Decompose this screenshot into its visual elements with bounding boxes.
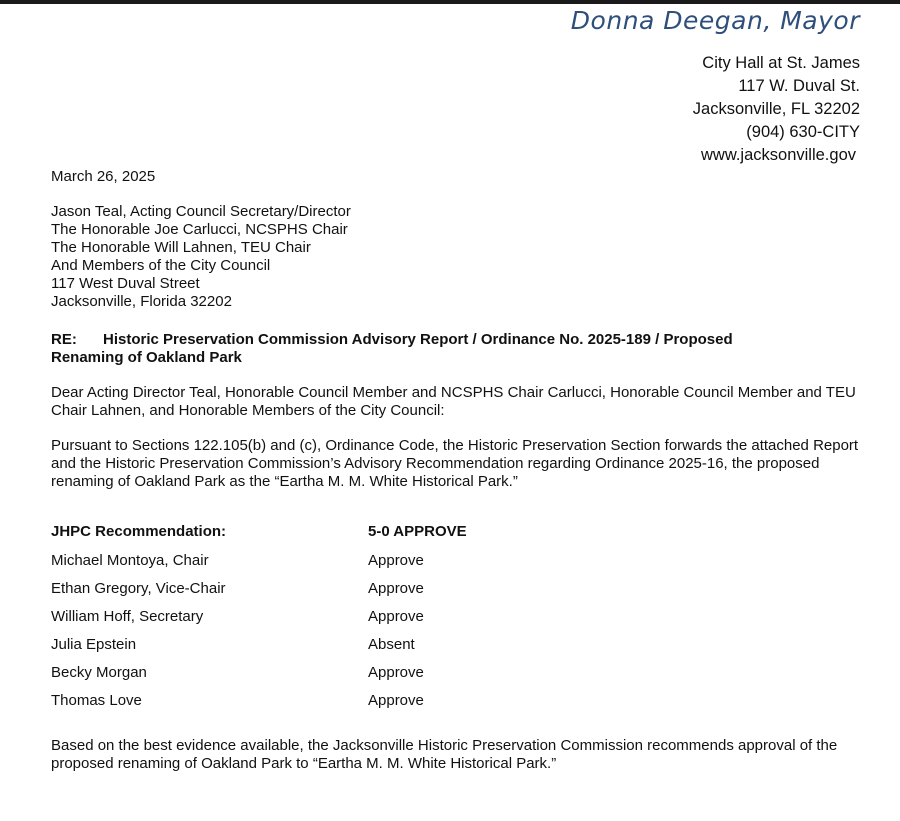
- table-row: [51, 659, 863, 687]
- commissioner-name: William Hoff, Secretary: [51, 608, 204, 625]
- commissioner-vote: Approve: [368, 664, 424, 681]
- website-link[interactable]: www.jacksonville.gov: [701, 146, 856, 164]
- salutation: Dear Acting Director Teal, Honorable Council Member and NCSPHS Chair Carlucci, Honorable Council Member and TEU Chair Lahnen, and Honorable Members of the City Council:: [51, 384, 856, 419]
- subject-label: RE:: [51, 331, 77, 348]
- recipient-line: 117 West Duval Street: [51, 275, 200, 292]
- commissioner-vote: Approve: [368, 580, 424, 597]
- address-line: City Hall at St. James: [702, 54, 860, 72]
- paragraph-intro: Pursuant to Sections 122.105(b) and (c), Ordinance Code, the Historic Preservation Section forwards the attached Report and the Historic Preservation Commission’s Advisory Recommendation regarding Ordinance 2025-16, the proposed renaming of Oakland Park as the “Eartha M. M. White Historical Park.”: [51, 437, 859, 490]
- letter-date: March 26, 2025: [51, 168, 156, 185]
- vote-table-header: [51, 517, 863, 547]
- table-row: [51, 687, 863, 715]
- recommendation-result: 5-0 APPROVE: [368, 523, 467, 540]
- recipient-line: The Honorable Joe Carlucci, NCSPHS Chair: [51, 221, 348, 238]
- commissioner-vote: Approve: [368, 692, 424, 709]
- letter-body: [51, 168, 863, 773]
- recipient-line: And Members of the City Council: [51, 257, 271, 274]
- address-line: Jacksonville, FL 32202: [692, 100, 860, 118]
- commissioner-name: Ethan Gregory, Vice-Chair: [51, 580, 226, 597]
- address-line: (904) 630-CITY: [746, 123, 860, 141]
- commissioner-vote: Absent: [368, 636, 415, 653]
- table-row: [51, 547, 863, 575]
- subject-text: Historic Preservation Commission Advisory Report / Ordinance No. 2025-189 / Proposed: [103, 331, 733, 348]
- recipient-line: Jason Teal, Acting Council Secretary/Director: [51, 203, 351, 220]
- table-row: [51, 575, 863, 603]
- commissioner-vote: Approve: [368, 608, 424, 625]
- letterhead-address: [693, 52, 860, 167]
- commissioner-name: Thomas Love: [51, 692, 142, 709]
- paragraph-closing: Based on the best evidence available, the Jacksonville Historic Preservation Commission recommends approval of the proposed renaming of Oakland Park to “Eartha M. M. White Historical Park.”: [51, 737, 838, 772]
- commissioner-vote: Approve: [368, 552, 424, 569]
- commissioner-name: Becky Morgan: [51, 664, 147, 681]
- vote-table: [51, 517, 863, 715]
- recipient-line: The Honorable Will Lahnen, TEU Chair: [51, 239, 311, 256]
- commissioner-name: Julia Epstein: [51, 636, 137, 653]
- commissioner-name: Michael Montoya, Chair: [51, 552, 209, 569]
- recommendation-label: JHPC Recommendation:: [51, 523, 227, 540]
- top-border: [0, 0, 900, 4]
- letterhead-mayor: Donna Deegan, Mayor: [570, 6, 860, 35]
- recipient-line: Jacksonville, Florida 32202: [51, 293, 232, 310]
- address-line: 117 W. Duval St.: [738, 77, 860, 95]
- subject-text-continued: Renaming of Oakland Park: [51, 349, 242, 366]
- table-row: [51, 603, 863, 631]
- subject-line: [51, 331, 863, 349]
- table-row: [51, 631, 863, 659]
- recipient-block: [51, 203, 863, 311]
